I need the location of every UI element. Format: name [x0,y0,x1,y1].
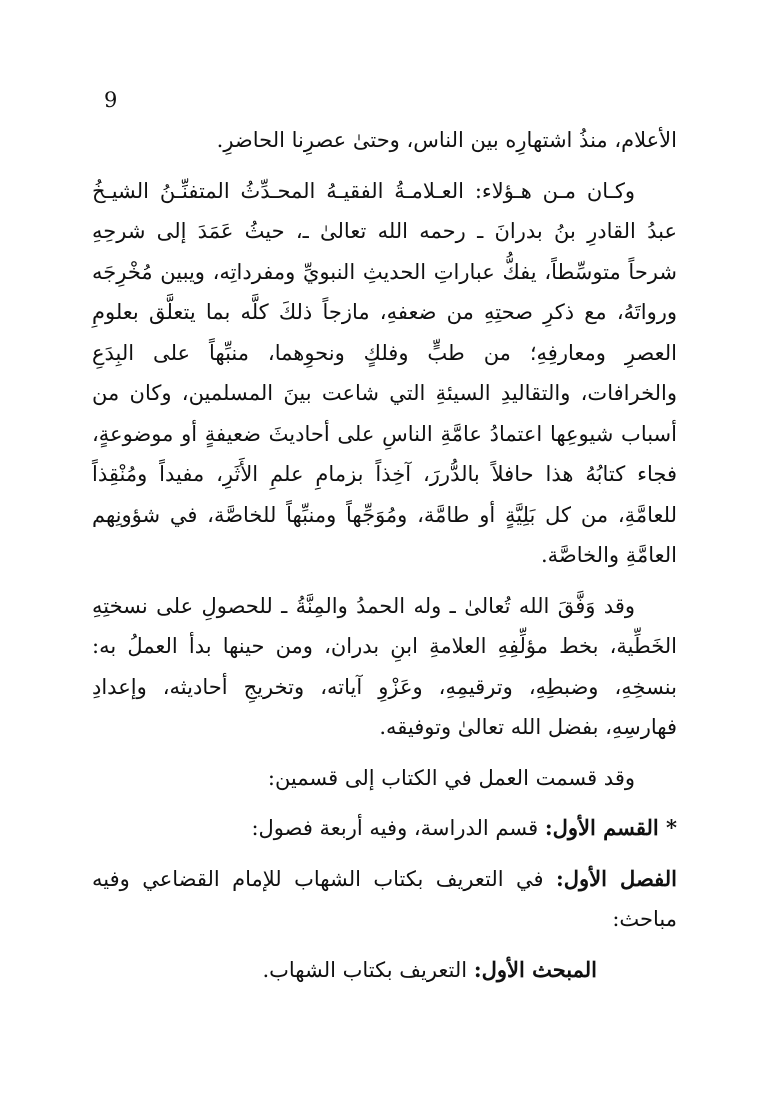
paragraph-ibn-badran: وكـان مـن هـؤلاء: العـلامـةُ الفقيـهُ المحـدِّثُ المتفنِّـنُ الشيـخُ عبدُ القادرِ بنُ بدرانَ ـ رحمه الله تعالىٰ ـ، حيثُ عَمَدَ إلى شرحِهِ شرحاً متوسِّطاً، يفكُّ عباراتِ الحديثِ النبويِّ ومفرداتِه، ويبين مُخْرِجَه ورواتَهُ، مع ذكرِ صحتِهِ من ضعفهِ، مازجاً ذلكَ كلَّه بما يتعلَّق بعلومِ العصرِ ومعارفِهِ؛ من طبٍّ وفلكٍ ونحوِهما، منبِّهاً على البِدَعِ والخرافات، والتقاليدِ السيئةِ التي شاعت بينَ المسلمين، وكان من أسباب شيوعِها اعتمادُ عامَّةِ الناسِ على أحاديثَ ضعيفةٍ أو موضوعةٍ، فجاء كتابُهُ هذا حافلاً بالدُّررَ، آخِذاً بزمامِ علمِ الأَثَرِ، مفيداً ومُنْقِذاً للعامَّةِ، من كل بَلِيَّةٍ أو طامَّة، ومُوَجِّهاً ومنبِّهاً للخاصَّة، في شؤونِهم العامَّةِ والخاصَّة. [92,178,677,567]
topic-one-text: التعريف بكتاب الشهاب. [262,957,468,982]
paragraph-work-division: وقد قسمت العمل في الكتاب إلى قسمين: [267,765,635,790]
topic-one-label: المبحث الأول: [473,956,597,982]
paragraph-continuation: الأعلام، منذُ اشتهارِه بين الناس، وحتىٰ عصرِنا الحاضرِ. [216,128,677,152]
part-one-line [92,808,677,849]
chapter-one-line [92,859,677,940]
part-one-label: * القسم الأول: [544,815,677,840]
paragraph-manuscript: وقد وَفَّقَ الله تُعالىٰ ـ وله الحمدُ والمِنَّةُ ـ للحصولِ على نسختِهِ الخَطِّية، بخط مؤلِّفِهِ العلامةِ ابنِ بدران، ومن حينها بدأ العملُ به: بنسخِهِ، وضبطِهِ، وترقيمِهِ، وعَزْوِ آياته، وتخريجِ أحاديثه، وإعدادِ فهارسِهِ، بفضل الله تعالىٰ وتوفيقه. [92,593,677,739]
topic-one-line [92,950,677,991]
chapter-one-text: في التعريف بكتاب الشهاب للإمام القضاعي وفيه مباحث: [92,866,677,931]
page-body [92,120,677,1000]
chapter-one-label: الفصل الأول: [556,865,678,891]
page-number: 9 [104,88,118,112]
part-one-text: قسم الدراسة، وفيه أربعة فصول: [251,816,539,840]
